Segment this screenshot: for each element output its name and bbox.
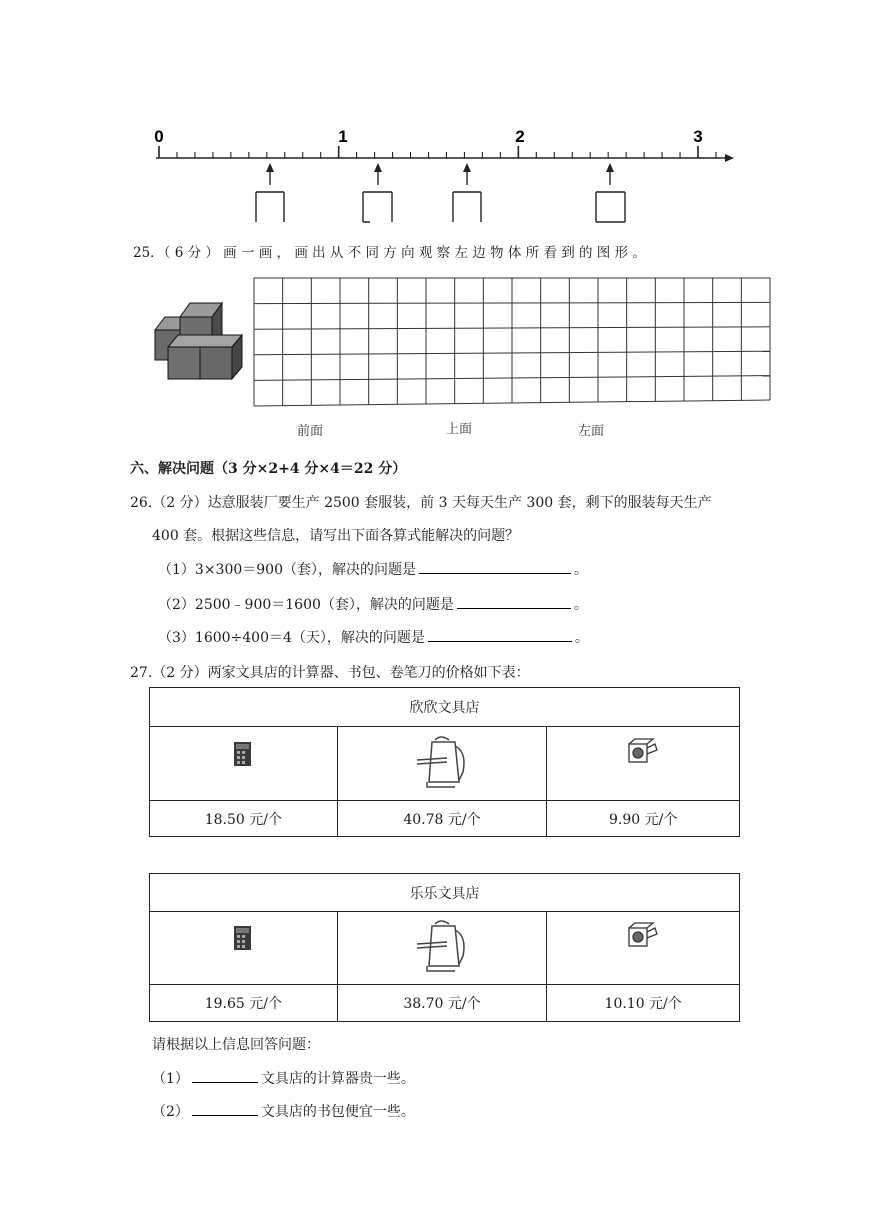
- cube-stack-figure: [150, 295, 245, 385]
- store1-name: 欣欣文具店: [150, 688, 740, 727]
- backpack-icon: [407, 732, 477, 792]
- answer-blank-26-1[interactable]: [419, 559, 571, 574]
- question-27-prompt: 请根据以上信息回答问题：: [152, 1037, 320, 1053]
- store2-sharpener-price: 10.10 元/个: [547, 985, 740, 1022]
- question-27-intro: 27.（2 分）两家文具店的计算器、书包、卷笔刀的价格如下表：: [130, 665, 530, 681]
- number-line-label-0: 0: [154, 127, 164, 146]
- sub2-text: （2）2500﹣900＝1600（套），解决的问题是: [158, 597, 454, 613]
- answer-blank-26-3[interactable]: [428, 627, 572, 642]
- q27-sub1-post: 文具店的计算器贵一些。: [260, 1071, 415, 1087]
- backpack-icon: [407, 916, 477, 976]
- answer-blank-27-1[interactable]: [192, 1068, 258, 1083]
- pencil-sharpener-icon: [625, 736, 661, 770]
- store1-backpack-price: 40.78 元/个: [337, 801, 547, 837]
- answer-arrow-1: [256, 163, 284, 222]
- store2-calculator-cell: [150, 912, 338, 985]
- store2-name: 乐乐文具店: [150, 874, 740, 912]
- question-26-sub1: [158, 559, 588, 579]
- q27-sub1-pre: （1）: [152, 1071, 189, 1087]
- store2-price-table: [149, 873, 740, 1022]
- question-26-line2: 400 套。根据这些信息，请写出下面各算式能解决的问题？: [152, 528, 520, 544]
- store1-price-table: [149, 687, 740, 837]
- q27-sub2-pre: （2）: [152, 1104, 189, 1120]
- store1-sharpener-cell: [547, 727, 740, 801]
- drawing-grid: [250, 274, 775, 409]
- answer-arrow-3: [453, 163, 481, 222]
- caption-front: 前面: [297, 424, 324, 439]
- sub3-text: （3）1600÷400＝4（天），解决的问题是: [158, 630, 425, 646]
- store1-calculator-price: 18.50 元/个: [150, 801, 338, 837]
- number-line-label-2: 2: [515, 127, 525, 146]
- section-6-title: 六、解决问题（3 分×2+4 分×4＝22 分）: [130, 461, 407, 477]
- answer-arrow-4: [596, 163, 625, 222]
- q27-sub2-post: 文具店的书包便宜一些。: [260, 1104, 415, 1120]
- question-26-sub3: [158, 627, 589, 647]
- answer-arrow-2: [363, 163, 392, 222]
- store1-sharpener-price: 9.90 元/个: [547, 801, 740, 837]
- store1-backpack-cell: [337, 727, 547, 801]
- pencil-sharpener-icon: [625, 920, 661, 954]
- number-line-label-1: 1: [338, 127, 348, 146]
- sub2-end: 。: [573, 597, 588, 613]
- calculator-icon: [232, 740, 254, 768]
- number-line: [150, 120, 740, 230]
- caption-top: 上面: [446, 422, 473, 437]
- question-26-line1: 26.（2 分）达意服装厂要生产 2500 套服装，前 3 天每天生产 300 套，剩下的服装每天生产: [130, 495, 712, 511]
- store2-backpack-cell: [337, 912, 547, 985]
- question-25-text: 25．（ 6 分 ） 画 一 画 ， 画 出 从 不 同 方 向 观 察 左 边 物 体 所 看 到 的 图 形 。: [133, 245, 646, 261]
- calculator-icon: [232, 924, 254, 952]
- question-27-sub2: [152, 1101, 415, 1121]
- sub1-text: （1）3×300＝900（套），解决的问题是: [158, 562, 416, 578]
- question-26-sub2: [158, 594, 588, 614]
- number-line-label-3: 3: [693, 127, 703, 146]
- store1-calculator-cell: [150, 727, 338, 801]
- sub1-end: 。: [574, 562, 588, 578]
- answer-blank-27-2[interactable]: [192, 1101, 258, 1116]
- store2-calculator-price: 19.65 元/个: [150, 985, 338, 1022]
- store2-backpack-price: 38.70 元/个: [337, 985, 547, 1022]
- answer-blank-26-2[interactable]: [457, 594, 571, 609]
- question-27-sub1: [152, 1068, 415, 1088]
- store2-sharpener-cell: [547, 912, 740, 985]
- caption-left: 左面: [578, 424, 605, 439]
- sub3-end: 。: [574, 630, 589, 646]
